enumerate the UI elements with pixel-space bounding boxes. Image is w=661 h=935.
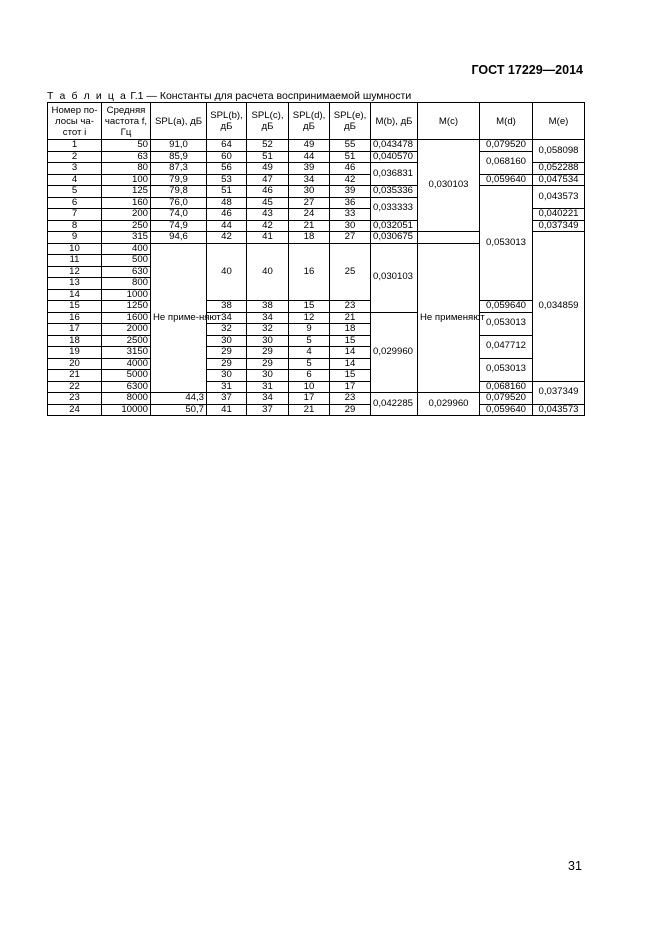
- spl-c-cell: 45: [247, 197, 289, 209]
- m-b-cell: 0,036831: [371, 163, 418, 186]
- spl-c-cell: 47: [247, 174, 289, 186]
- band-number-cell: 19: [48, 347, 102, 359]
- spl-c-cell: 52: [247, 140, 289, 152]
- header-m-c: M(c): [418, 103, 480, 140]
- band-number-cell: 13: [48, 278, 102, 290]
- band-number-cell: 18: [48, 335, 102, 347]
- frequency-cell: 10000: [102, 404, 151, 416]
- spl-d-cell: 34: [289, 174, 330, 186]
- m-b-cell: 0,035336: [371, 186, 418, 198]
- header-m-b: M(b), дБ: [371, 103, 418, 140]
- spl-d-cell: 16: [289, 243, 330, 301]
- m-b-cell: 0,029960: [371, 312, 418, 393]
- spl-d-cell: 24: [289, 209, 330, 221]
- band-number-cell: 8: [48, 220, 102, 232]
- m-e-cell: 0,047534: [533, 174, 585, 186]
- spl-c-cell: 40: [247, 243, 289, 301]
- table-row: [48, 151, 585, 163]
- frequency-cell: 250: [102, 220, 151, 232]
- m-d-cell: 0,053013: [480, 312, 533, 335]
- spl-b-cell: 60: [207, 151, 247, 163]
- frequency-cell: 800: [102, 278, 151, 290]
- m-d-cell: 0,068160: [480, 151, 533, 174]
- spl-b-cell: 56: [207, 163, 247, 175]
- constants-table: [47, 102, 585, 416]
- spl-b-cell: 34: [207, 312, 247, 324]
- m-d-cell: 0,059640: [480, 404, 533, 416]
- band-number-cell: 7: [48, 209, 102, 221]
- frequency-cell: 5000: [102, 370, 151, 382]
- m-c-cell: 0,030103: [418, 140, 480, 232]
- header-spl-b: SPL(b), дБ: [207, 103, 247, 140]
- spl-e-cell: 18: [330, 324, 371, 336]
- spl-a-cell: 79,8: [151, 186, 207, 198]
- m-e-cell: 0,058098: [533, 140, 585, 163]
- frequency-cell: 315: [102, 232, 151, 244]
- m-b-cell: 0,030675: [371, 232, 418, 244]
- spl-b-cell: 30: [207, 370, 247, 382]
- spl-b-cell: 48: [207, 197, 247, 209]
- spl-c-cell: 46: [247, 186, 289, 198]
- spl-c-cell: 34: [247, 393, 289, 405]
- spl-e-cell: 23: [330, 393, 371, 405]
- band-number-cell: 24: [48, 404, 102, 416]
- band-number-cell: 14: [48, 289, 102, 301]
- header-band-number: Номер по-лосы ча-стот i: [48, 103, 102, 140]
- m-b-cell: 0,043478: [371, 140, 418, 152]
- band-number-cell: 11: [48, 255, 102, 267]
- band-number-cell: 23: [48, 393, 102, 405]
- spl-e-cell: 25: [330, 243, 371, 301]
- table-row: [48, 404, 585, 416]
- header-spl-d: SPL(d), дБ: [289, 103, 330, 140]
- band-number-cell: 17: [48, 324, 102, 336]
- spl-b-cell: 46: [207, 209, 247, 221]
- spl-c-cell: 42: [247, 220, 289, 232]
- spl-a-cell: 79,9: [151, 174, 207, 186]
- spl-d-cell: 44: [289, 151, 330, 163]
- spl-e-cell: 21: [330, 312, 371, 324]
- m-d-cell: 0,059640: [480, 174, 533, 186]
- m-e-cell: 0,043573: [533, 404, 585, 416]
- spl-c-cell: 41: [247, 232, 289, 244]
- header-mean-frequency: Средняя частота f, Гц: [102, 103, 151, 140]
- spl-e-cell: 30: [330, 220, 371, 232]
- band-number-cell: 5: [48, 186, 102, 198]
- spl-d-cell: 49: [289, 140, 330, 152]
- spl-b-cell: 29: [207, 358, 247, 370]
- frequency-cell: 1000: [102, 289, 151, 301]
- m-d-cell: 0,079520: [480, 393, 533, 405]
- spl-d-cell: 6: [289, 370, 330, 382]
- m-c-empty-cell: [418, 232, 480, 244]
- frequency-cell: 2000: [102, 324, 151, 336]
- spl-b-cell: 29: [207, 347, 247, 359]
- table-row: [48, 393, 585, 405]
- band-number-cell: 12: [48, 266, 102, 278]
- table-caption-text: Г.1 — Константы для расчета воспринимаемой шумности: [127, 90, 412, 102]
- frequency-cell: 63: [102, 151, 151, 163]
- m-d-cell: 0,079520: [480, 140, 533, 152]
- frequency-cell: 160: [102, 197, 151, 209]
- spl-d-cell: 39: [289, 163, 330, 175]
- band-number-cell: 15: [48, 301, 102, 313]
- band-number-cell: 2: [48, 151, 102, 163]
- spl-c-cell: 51: [247, 151, 289, 163]
- spl-a-cell: 91,0: [151, 140, 207, 152]
- m-b-cell: 0,033333: [371, 197, 418, 220]
- band-number-cell: 3: [48, 163, 102, 175]
- table-caption: [47, 90, 411, 102]
- spl-d-cell: 4: [289, 347, 330, 359]
- m-d-cell: 0,068160: [480, 381, 533, 393]
- frequency-cell: 125: [102, 186, 151, 198]
- spl-c-cell: 34: [247, 312, 289, 324]
- m-d-cell: 0,053013: [480, 358, 533, 381]
- spl-d-cell: 5: [289, 358, 330, 370]
- m-d-cell: 0,047712: [480, 335, 533, 358]
- frequency-cell: 200: [102, 209, 151, 221]
- spl-b-cell: 38: [207, 301, 247, 313]
- table-row: [48, 335, 585, 347]
- spl-c-cell: 31: [247, 381, 289, 393]
- spl-d-cell: 15: [289, 301, 330, 313]
- table-row: [48, 301, 585, 313]
- spl-a-cell: 74,9: [151, 220, 207, 232]
- frequency-cell: 100: [102, 174, 151, 186]
- spl-a-cell: 94,6: [151, 232, 207, 244]
- standard-designation: ГОСТ 17229—2014: [471, 63, 583, 77]
- frequency-cell: 400: [102, 243, 151, 255]
- m-e-cell: 0,037349: [533, 220, 585, 232]
- header-m-d: M(d): [480, 103, 533, 140]
- spl-d-cell: 21: [289, 404, 330, 416]
- spl-a-cell: 76,0: [151, 197, 207, 209]
- frequency-cell: 1600: [102, 312, 151, 324]
- spl-e-cell: 15: [330, 370, 371, 382]
- m-e-cell: 0,034859: [533, 232, 585, 382]
- spl-e-cell: 27: [330, 232, 371, 244]
- spl-d-cell: 30: [289, 186, 330, 198]
- frequency-cell: 4000: [102, 358, 151, 370]
- spl-e-cell: 29: [330, 404, 371, 416]
- table-row: [48, 381, 585, 393]
- m-b-cell: 0,030103: [371, 243, 418, 312]
- band-number-cell: 6: [48, 197, 102, 209]
- frequency-cell: 6300: [102, 381, 151, 393]
- spl-b-cell: 32: [207, 324, 247, 336]
- spl-e-cell: 39: [330, 186, 371, 198]
- spl-c-cell: 43: [247, 209, 289, 221]
- spl-b-cell: 51: [207, 186, 247, 198]
- spl-b-cell: 41: [207, 404, 247, 416]
- band-number-cell: 22: [48, 381, 102, 393]
- band-number-cell: 4: [48, 174, 102, 186]
- spl-d-cell: 5: [289, 335, 330, 347]
- spl-b-cell: 30: [207, 335, 247, 347]
- band-number-cell: 10: [48, 243, 102, 255]
- spl-e-cell: 36: [330, 197, 371, 209]
- spl-e-cell: 14: [330, 358, 371, 370]
- spl-c-cell: 29: [247, 347, 289, 359]
- m-e-cell: 0,043573: [533, 186, 585, 209]
- m-b-cell: 0,032051: [371, 220, 418, 232]
- spl-b-cell: 40: [207, 243, 247, 301]
- m-b-cell: 0,040570: [371, 151, 418, 163]
- header-spl-c: SPL(c), дБ: [247, 103, 289, 140]
- m-e-cell: 0,040221: [533, 209, 585, 221]
- spl-c-cell: 30: [247, 335, 289, 347]
- spl-b-cell: 44: [207, 220, 247, 232]
- spl-c-cell: 37: [247, 404, 289, 416]
- table-row: [48, 174, 585, 186]
- band-number-cell: 21: [48, 370, 102, 382]
- frequency-cell: 500: [102, 255, 151, 267]
- m-e-cell: 0,052288: [533, 163, 585, 175]
- spl-d-cell: 18: [289, 232, 330, 244]
- spl-e-cell: 17: [330, 381, 371, 393]
- m-c-cell: Не применяют: [418, 243, 480, 393]
- spl-e-cell: 33: [330, 209, 371, 221]
- spl-c-cell: 38: [247, 301, 289, 313]
- band-number-cell: 20: [48, 358, 102, 370]
- header-m-e: M(e): [533, 103, 585, 140]
- spl-e-cell: 23: [330, 301, 371, 313]
- table-header-row: [48, 103, 585, 140]
- header-spl-e: SPL(e), дБ: [330, 103, 371, 140]
- frequency-cell: 8000: [102, 393, 151, 405]
- spl-a-cell: 74,0: [151, 209, 207, 221]
- band-number-cell: 9: [48, 232, 102, 244]
- spl-d-cell: 9: [289, 324, 330, 336]
- spl-d-cell: 10: [289, 381, 330, 393]
- table-row: [48, 186, 585, 198]
- spl-a-cell: 87,3: [151, 163, 207, 175]
- band-number-cell: 16: [48, 312, 102, 324]
- spl-e-cell: 46: [330, 163, 371, 175]
- spl-e-cell: 42: [330, 174, 371, 186]
- header-spl-a: SPL(a), дБ: [151, 103, 207, 140]
- spl-e-cell: 15: [330, 335, 371, 347]
- spl-d-cell: 21: [289, 220, 330, 232]
- spl-b-cell: 64: [207, 140, 247, 152]
- m-e-cell: 0,037349: [533, 381, 585, 404]
- page-number: 31: [568, 859, 582, 873]
- spl-c-cell: 49: [247, 163, 289, 175]
- spl-b-cell: 42: [207, 232, 247, 244]
- spl-e-cell: 14: [330, 347, 371, 359]
- spl-c-cell: 30: [247, 370, 289, 382]
- spl-d-cell: 17: [289, 393, 330, 405]
- m-b-cell: 0,042285: [371, 393, 418, 416]
- spl-a-cell: 50,7: [151, 404, 207, 416]
- spl-c-cell: 32: [247, 324, 289, 336]
- m-d-cell: 0,059640: [480, 301, 533, 313]
- m-d-cell: 0,053013: [480, 186, 533, 301]
- spl-a-cell: Не приме-няют: [151, 243, 207, 393]
- table-row: [48, 358, 585, 370]
- spl-d-cell: 27: [289, 197, 330, 209]
- spl-a-cell: 85,9: [151, 151, 207, 163]
- frequency-cell: 50: [102, 140, 151, 152]
- spl-e-cell: 51: [330, 151, 371, 163]
- frequency-cell: 630: [102, 266, 151, 278]
- frequency-cell: 80: [102, 163, 151, 175]
- spl-a-cell: 44,3: [151, 393, 207, 405]
- table-caption-prefix: Т а б л и ц а: [47, 90, 128, 102]
- spl-d-cell: 12: [289, 312, 330, 324]
- frequency-cell: 2500: [102, 335, 151, 347]
- table-row: [48, 312, 585, 324]
- band-number-cell: 1: [48, 140, 102, 152]
- m-c-cell: 0,029960: [418, 393, 480, 416]
- table-row: [48, 140, 585, 152]
- frequency-cell: 3150: [102, 347, 151, 359]
- spl-e-cell: 55: [330, 140, 371, 152]
- frequency-cell: 1250: [102, 301, 151, 313]
- spl-b-cell: 53: [207, 174, 247, 186]
- spl-b-cell: 31: [207, 381, 247, 393]
- spl-c-cell: 29: [247, 358, 289, 370]
- spl-b-cell: 37: [207, 393, 247, 405]
